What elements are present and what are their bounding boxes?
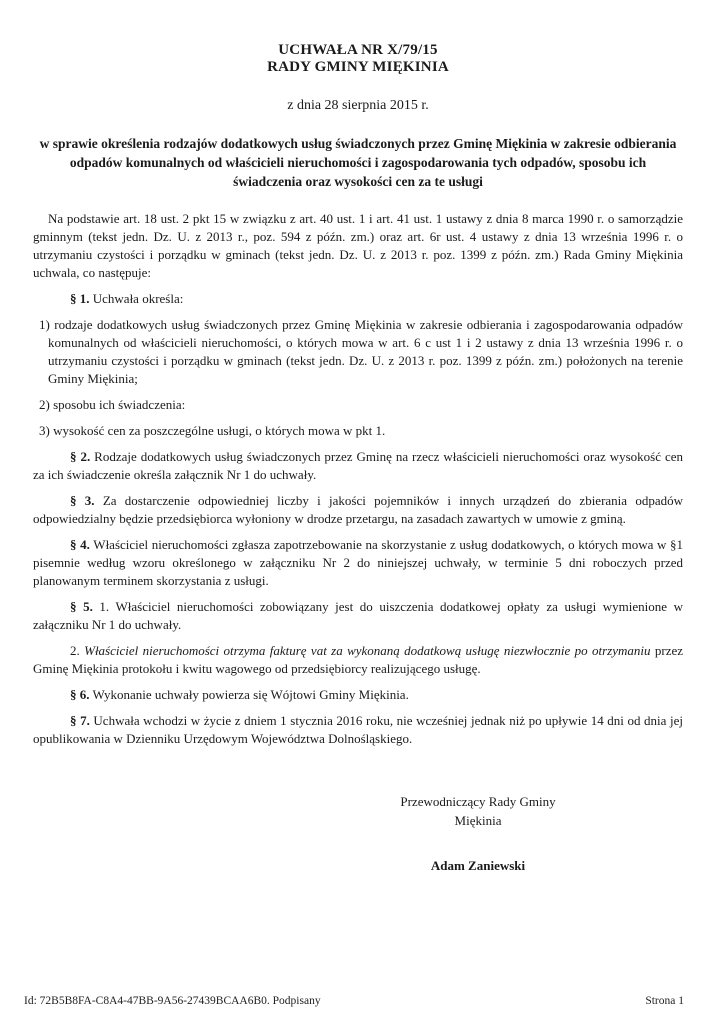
- section-4-text: Właściciel nieruchomości zgłasza zapotrzebowanie na skorzystanie z usług dodatkowych, o których mowa w §1 pisemnie według wzoru określonego w załączniku Nr 2 do niniejszej uchwały, w terminie 5 dni roboczych przed planowanym terminem skorzystania z usługi.: [33, 537, 684, 588]
- page-footer: [24, 994, 684, 1008]
- section-4-label: § 4.: [70, 537, 90, 552]
- section-5-sub2-number: 2.: [70, 643, 80, 658]
- section-1-label: § 1.: [70, 291, 90, 306]
- list-item-2: [33, 396, 683, 414]
- section-2-text: Rodzaje dodatkowych usług świadczonych przez Gminę na rzecz właścicieli nieruchomości oraz wysokość cen za ich świadczenie określa załącznik Nr 1 do uchwały.: [33, 449, 684, 482]
- section-2-label: § 2.: [70, 449, 91, 464]
- section-3-text: Za dostarczenie odpowiedniej liczby i jakości pojemników i innych urządzeń do zbierania odpadów odpowiedzialny będzie przedsiębiorca wyłoniony w drodze przetargu, na zasadach zawartych w umowie z gminą.: [33, 493, 683, 526]
- list-item-1-text: rodzaje dodatkowych usług świadczonych przez Gminę Miękinia w zakresie odbierania i zagospodarowania odpadów komunalnych od właścicieli nieruchomości, o których mowa w art. 6 c ust 1 i 2 ustawy z dnia 13 września 1996 r. o utrzymaniu czystości i porządku w gminach (tekst jedn. Dz. U. z 2013 r. poz. 1399 z późn. zm.) położonych na terenie Gminy Miękinia;: [48, 317, 684, 386]
- section-6-text: Wykonanie uchwały powierza się Wójtowi Gminy Miękinia.: [92, 687, 409, 702]
- section-2-paragraph: [33, 448, 683, 484]
- list-item-3: [33, 422, 683, 440]
- list-item-1: [33, 316, 683, 388]
- section-5-label: § 5.: [70, 599, 93, 614]
- section-3-label: § 3.: [70, 493, 95, 508]
- document-date: z dnia 28 sierpnia 2015 r.: [287, 98, 429, 113]
- section-7-paragraph: [33, 712, 683, 748]
- signature-name: Adam Zaniewski: [430, 858, 526, 873]
- document-subject: w sprawie określenia rodzajów dodatkowych usług świadczonych przez Gminę Miękinia w zakresie odbierania odpadów komunalnych od właścicieli nieruchomości i zagospodarowania tych odpadów, sposobu ich świadczenia oraz wysokości cen za te usługi: [39, 136, 677, 189]
- section-1-list: [33, 316, 683, 440]
- section-1-paragraph: [33, 290, 683, 308]
- signature-role-line2: Miękinia: [454, 813, 502, 828]
- signature-role-line1: Przewodniczący Rady Gminy: [400, 794, 556, 809]
- signature-block: [318, 792, 638, 875]
- section-3-paragraph: [33, 492, 683, 528]
- section-6-label: § 6.: [70, 687, 90, 702]
- section-4-paragraph: [33, 536, 683, 590]
- list-item-2-marker: 2): [39, 397, 50, 412]
- section-5-sub2-italic-text: Właściciel nieruchomości otrzyma fakturę vat za wykonaną dodatkową usługę niezwłocznie po otrzymaniu: [84, 643, 651, 658]
- preamble-paragraph: Na podstawie art. 18 ust. 2 pkt 15 w związku z art. 40 ust. 1 i art. 41 ust. 1 ustawy z dnia 8 marca 1990 r. o samorządzie gminnym (tekst jedn. Dz. U. z 2013 r., poz. 594 z późn. zm.) oraz art. 6r ust. 4 ustawy z dnia 13 września 1996 r. o utrzymaniu czystości i porządku w gminach (tekst jedn. Dz. U. z 2013 r. poz. 1399 z późn. zm.) Rada Gminy Miękinia uchwala, co następuje:: [33, 211, 683, 280]
- section-7-label: § 7.: [70, 713, 90, 728]
- section-5-paragraph-2: [33, 642, 683, 678]
- document-title-line1: UCHWAŁA NR X/79/15: [278, 42, 438, 58]
- document-title-line2: RADY GMINY MIĘKINIA: [267, 59, 449, 75]
- list-item-3-marker: 3): [39, 423, 50, 438]
- list-item-1-marker: 1): [39, 317, 50, 332]
- list-item-3-text: wysokość cen za poszczególne usługi, o których mowa w pkt 1.: [53, 423, 386, 438]
- document-header: [33, 42, 683, 191]
- section-5-sub2-regular-text: przez Gminę Miękinia protokołu i kwitu wagowego od przedsiębiorcy realizującego usługę.: [33, 643, 683, 676]
- section-7-text: Uchwała wchodzi w życie z dniem 1 stycznia 2016 roku, nie wcześniej jednak niż po upływie 14 dni od dnia jej opublikowania w Dzienniku Urzędowym Województwa Dolnośląskiego.: [33, 713, 683, 746]
- list-item-2-text: sposobu ich świadczenia:: [53, 397, 186, 412]
- section-5-paragraph-1: [33, 598, 683, 634]
- document-id-text: Id: 72B5B8FA-C8A4-47BB-9A56-27439BCAA6B0. Podpisany: [24, 995, 321, 1007]
- section-6-paragraph: [33, 686, 683, 704]
- section-1-text: Uchwała określa:: [92, 291, 184, 306]
- section-5-text-1: 1. Właściciel nieruchomości zobowiązany jest do uiszczenia dodatkowej opłaty za usługi wymienione w załączniku Nr 1 do uchwały.: [33, 599, 684, 632]
- page-number: Strona 1: [645, 995, 684, 1007]
